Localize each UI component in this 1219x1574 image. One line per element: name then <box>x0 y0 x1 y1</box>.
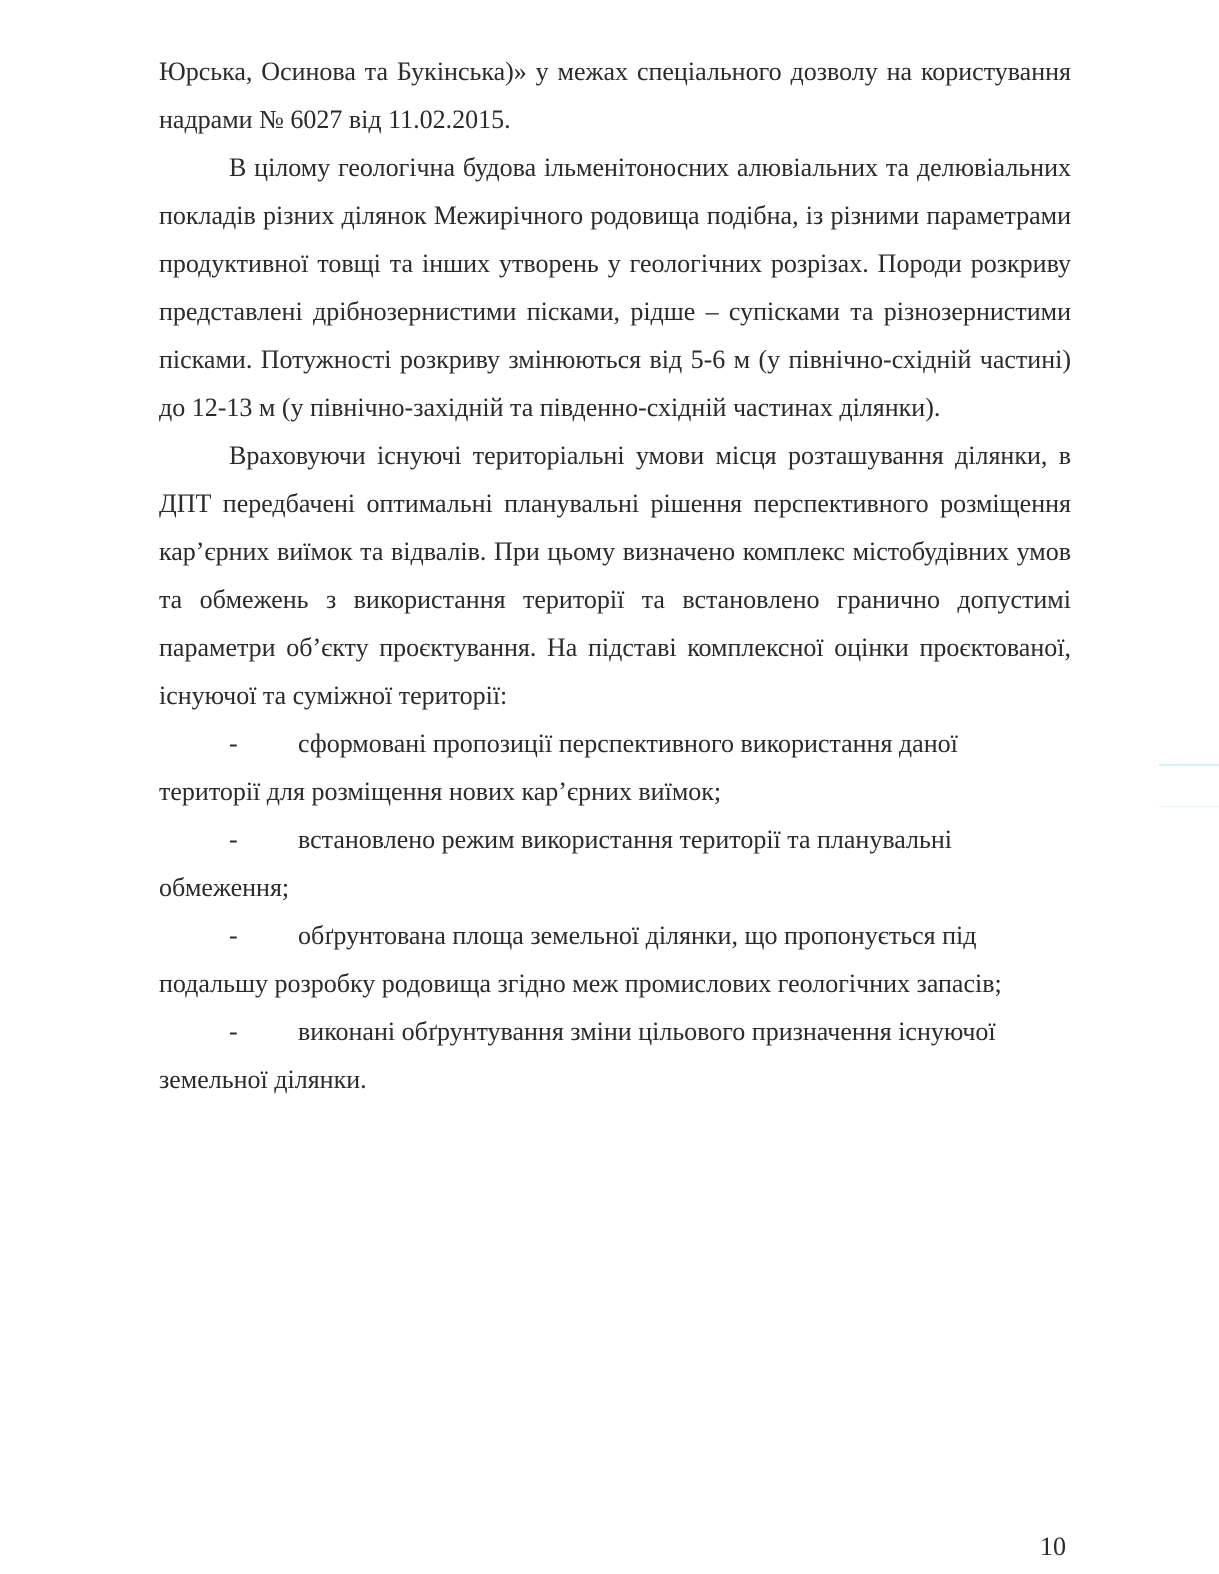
list-item <box>159 1008 1071 1104</box>
list-item-first-line: виконані обґрунтування зміни цільового призначення існуючої <box>298 1017 996 1046</box>
scan-artifact <box>1159 806 1219 807</box>
list-item <box>159 720 1071 816</box>
body-text <box>159 48 1071 1104</box>
paragraph-planning: Враховуючи існуючі територіальні умови місця розташування ділянки, в ДПТ передбачені оптимальні планувальні рішення перспективного розміщення кар’єрних виїмок та відвалів. При цьому визначено комплекс містобудівних умов та обмежень з використання території та встановлено гранично допустимі параметри об’єкту проєктування. На підставі комплексної оцінки проєктованої, існуючої та суміжної території: <box>159 441 1071 710</box>
list-dash: - <box>229 1017 238 1046</box>
paragraph-continuation: Юрська, Осинова та Букінська)» у межах спеціального дозволу на користування надрами № 6027 від 11.02.2015. <box>159 57 1071 134</box>
list-item <box>159 816 1071 912</box>
page-number: 10 <box>1040 1532 1066 1561</box>
list-item-rest: подальшу розробку родовища згідно меж промислових геологічних запасів; <box>159 969 1002 998</box>
list-item-first-line: встановлено режим використання території та планувальні <box>298 825 953 854</box>
scan-artifact <box>1159 764 1219 766</box>
list-item <box>159 912 1071 1008</box>
list-item-first-line: обґрунтована площа земельної ділянки, що пропонується під <box>298 921 977 950</box>
list-item-rest: земельної ділянки. <box>159 1065 367 1094</box>
list-dash: - <box>229 825 238 854</box>
list-dash: - <box>229 729 238 758</box>
list-item-first-line: сформовані пропозиції перспективного використання даної <box>298 729 958 758</box>
list-item-rest: обмеження; <box>159 873 290 902</box>
paragraph-geology: В цілому геологічна будова ільменітоносних алювіальних та делювіальних покладів різних ділянок Межирічного родовища подібна, із різними параметрами продуктивної товщі та інших утворень у геологічних розрізах. Породи розкриву представлені дрібнозернистими пісками, рідше – супісками та різнозернистими пісками. Потужності розкриву змінюються від 5-6 м (у північно-східній частині) до 12-13 м (у північно-західній та південно-східній частинах ділянки). <box>159 153 1071 422</box>
list-item-rest: території для розміщення нових кар’єрних виїмок; <box>159 777 722 806</box>
list-dash: - <box>229 921 238 950</box>
